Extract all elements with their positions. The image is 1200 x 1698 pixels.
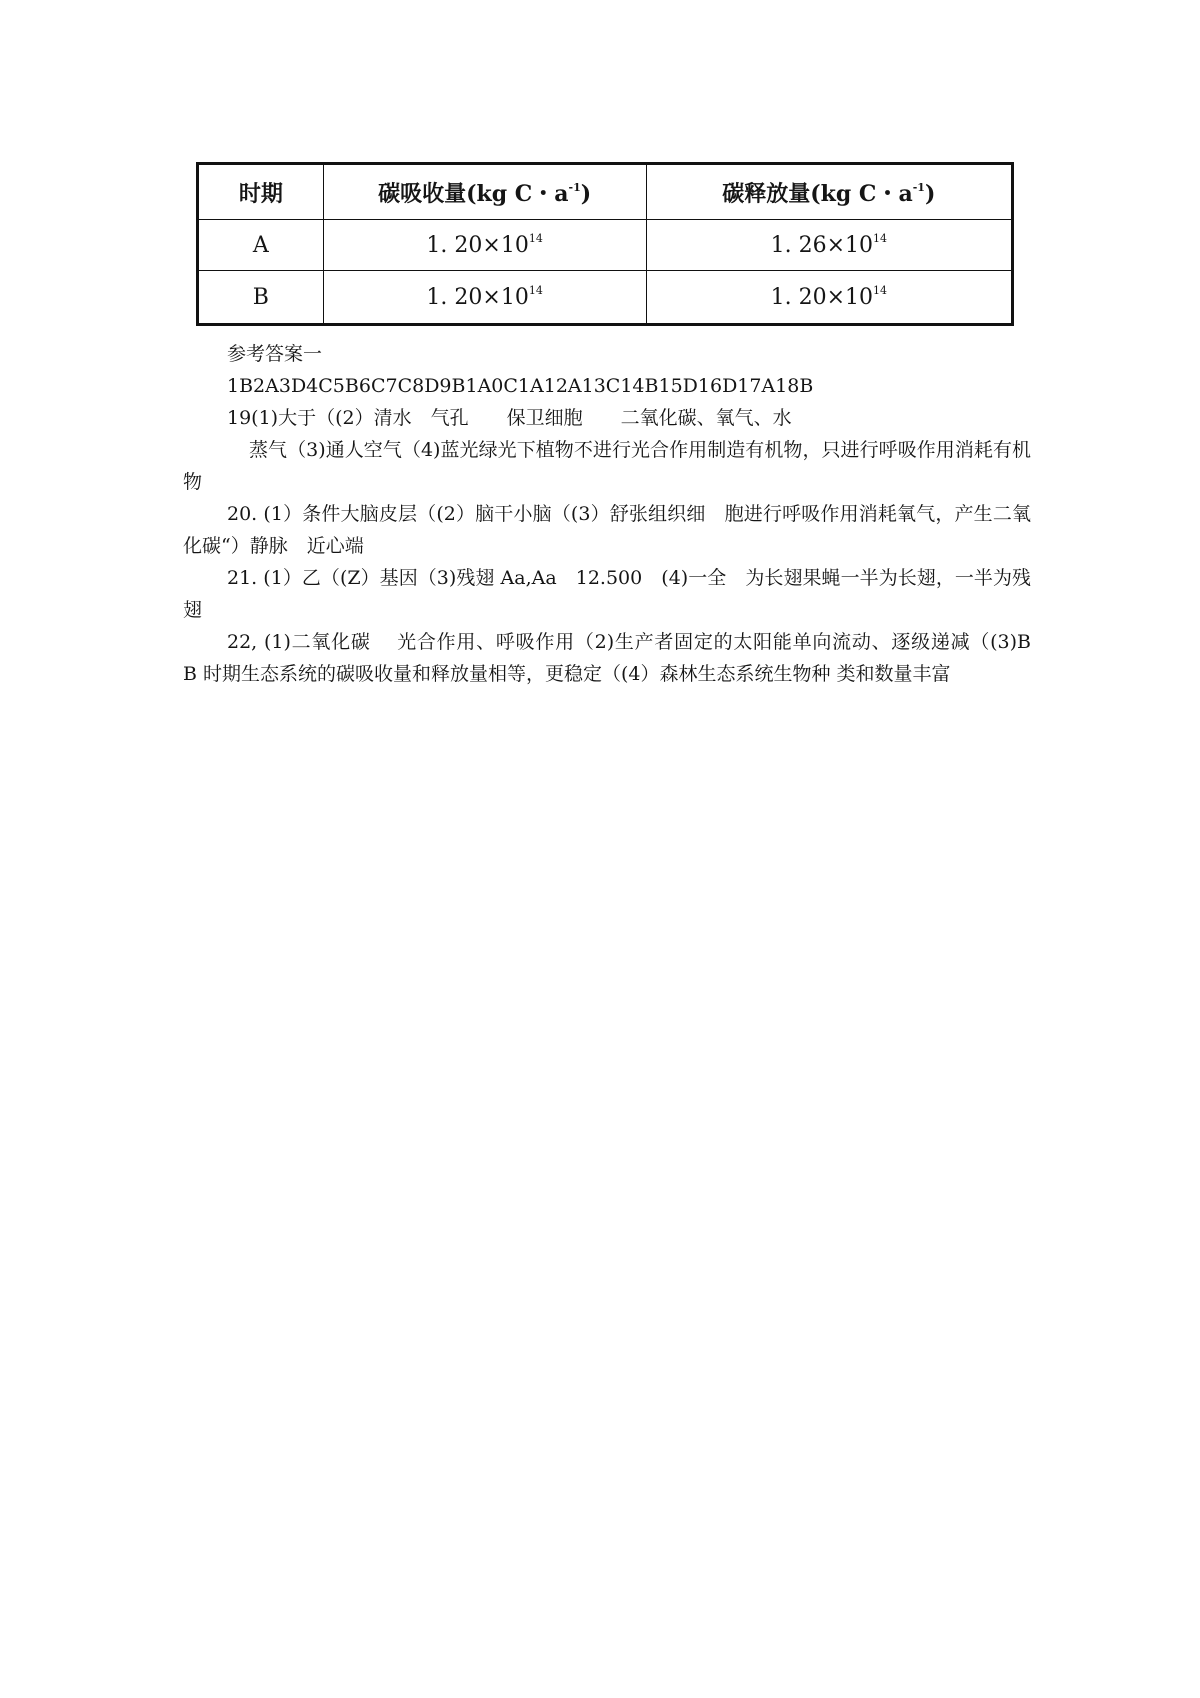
cell-absorb-base: 1. 20×10 — [426, 232, 529, 258]
cell-absorb-exponent: 14 — [528, 231, 543, 245]
answer-key — [183, 338, 1070, 690]
header-absorb-close: ) — [580, 180, 592, 207]
answer-q21: 21. (1）乙（(Z）基因（3)残翅 Aa,Aa 12.500 (4)一全 为长翅果蝇一半为长翅，一半为残翅 — [183, 567, 1031, 621]
cell-period: B — [198, 271, 324, 325]
cell-release — [646, 271, 1012, 325]
header-release-exponent: -1 — [912, 180, 925, 194]
cell-release-exponent: 14 — [873, 231, 887, 245]
answer-title: 参考答案一 — [227, 343, 323, 365]
answer-q22: 22, (1)二氧化碳 光合作用、呼吸作用（2)生产者固定的太阳能单向流动、逐级递减（(3)B B 时期生态系统的碳吸收量和释放量相等，更稳定（(4）森林生态系统生物种 类和数量丰富 — [183, 631, 1070, 685]
header-period: 时期 — [198, 164, 324, 220]
cell-absorb — [323, 271, 646, 325]
answer-choices: 1B2A3D4C5B6C7C8D9B1A0C1A12A13C14B15D16D17A18B — [227, 375, 814, 397]
cell-release-base: 1. 20×10 — [770, 284, 873, 310]
cell-release-base: 1. 26×10 — [770, 232, 873, 258]
cell-absorb-exponent: 14 — [528, 283, 543, 297]
cell-absorb-base: 1. 20×10 — [426, 284, 529, 310]
answer-q20: 20. (1）条件大脑皮层（(2）脑干小脑（(3）舒张组织细 胞进行呼吸作用消耗氧气，产生二氧化碳“）静脉 近心端 — [183, 503, 1031, 557]
header-absorb — [323, 164, 646, 220]
answer-q19-line2: 蒸气（3)通人空气（4)蓝光绿光下植物不进行光合作用制造有机物，只进行呼吸作用消耗有机物 — [183, 439, 1031, 493]
answer-q19-line1: 19(1)大于（(2）清水 气孔 保卫细胞 二氧化碳、氧气、水 — [227, 407, 792, 429]
header-release-close: ) — [924, 180, 936, 207]
header-release — [646, 164, 1012, 220]
table-header-row — [198, 164, 1013, 220]
carbon-table — [196, 162, 1014, 326]
header-absorb-label: 碳吸收量(kg C・a — [378, 180, 569, 207]
table-row — [198, 271, 1013, 325]
header-absorb-exponent: -1 — [568, 180, 581, 194]
cell-release — [646, 220, 1012, 271]
cell-absorb — [323, 220, 646, 271]
cell-release-exponent: 14 — [873, 283, 887, 297]
cell-period: A — [198, 220, 324, 271]
header-release-label: 碳释放量(kg C・a — [722, 180, 913, 207]
table-row — [198, 220, 1013, 271]
